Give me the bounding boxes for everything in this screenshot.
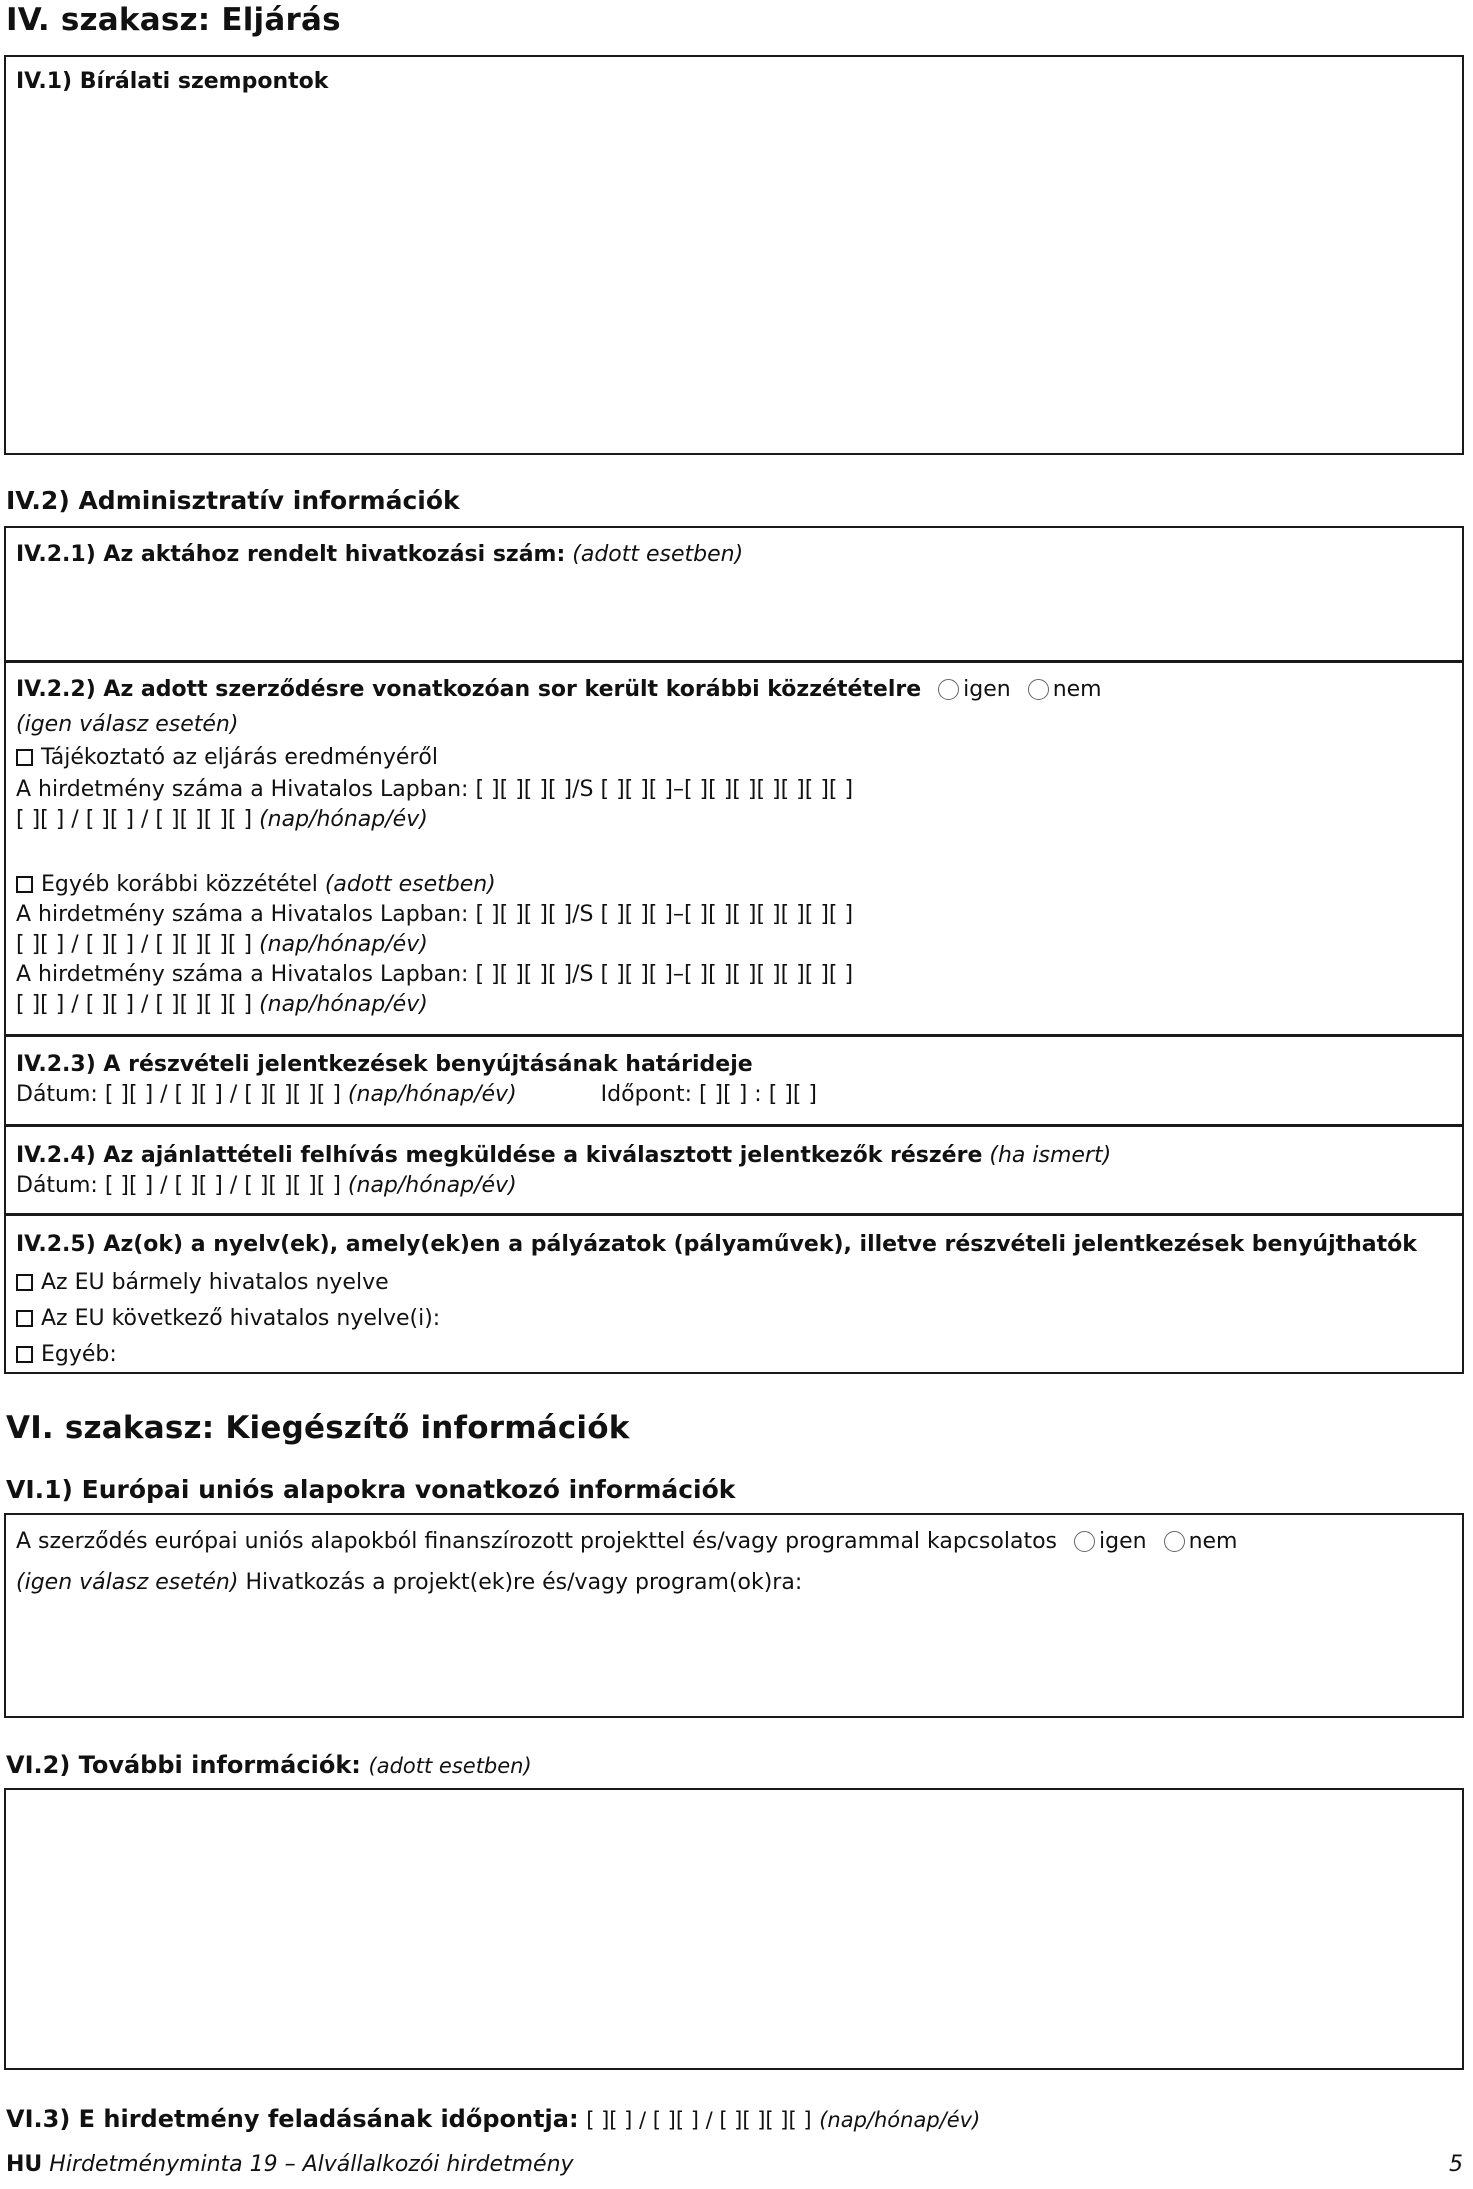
iv23-label: IV.2.3) A részvételi jelentkezések benyújtásának határideje [16, 1052, 753, 1077]
footer-lang-code: HU [6, 2152, 43, 2177]
divider [4, 660, 1464, 663]
iv22-date-row-2 [16, 930, 428, 960]
iv25-checkbox-other[interactable] [16, 1346, 33, 1363]
iv1-label: IV.1) Bírálati szempontok [16, 69, 329, 94]
iv24-row [16, 1141, 1111, 1171]
notice-number-field[interactable]: [ ][ ][ ][ ]/S [ ][ ][ ]–[ ][ ][ ][ ][ ][ ][ ] [475, 962, 854, 987]
time-field[interactable]: [ ][ ] : [ ][ ] [698, 1082, 818, 1107]
iv25-option-row [16, 1304, 440, 1334]
date-hint: (nap/hónap/év) [259, 932, 428, 957]
iv25-option-label: Az EU következő hivatalos nyelve(i): [41, 1306, 441, 1331]
iv25-label: IV.2.5) Az(ok) a nyelv(ek), amely(ek)en a pályázatok (pályaművek), illetve részvételi jelentkezések benyújthatók [16, 1232, 1417, 1257]
date-field[interactable]: [ ][ ] / [ ][ ] / [ ][ ][ ][ ] [104, 1173, 341, 1198]
vi2-heading-row [6, 1750, 532, 1781]
iv24-date-row [16, 1171, 517, 1201]
notice-label: A hirdetmény száma a Hivatalos Lapban: [16, 962, 469, 987]
iv22-checkbox-other[interactable] [16, 876, 33, 893]
iv22-notice-row-1 [16, 775, 853, 805]
date-hint: (nap/hónap/év) [259, 807, 428, 832]
iv1-box[interactable] [4, 55, 1464, 455]
vi1-reference-label: Hivatkozás a projekt(ek)re és/vagy program(ok)ra: [245, 1570, 803, 1595]
vi1-if-yes: (igen válasz esetén) [16, 1570, 239, 1595]
iv2-heading: IV.2) Adminisztratív információk [6, 486, 460, 515]
date-field[interactable]: [ ][ ] / [ ][ ] / [ ][ ][ ][ ] [16, 807, 253, 832]
vi1-reference-row [16, 1568, 802, 1598]
vi1-question: A szerződés európai uniós alapokból finanszírozott projekttel és/vagy programmal kapcsolatos [16, 1529, 1057, 1554]
divider [4, 1034, 1464, 1037]
iv22-radio-no[interactable] [1028, 679, 1049, 700]
iv22-checkbox-info-label: Tájékoztató az eljárás eredményéről [41, 745, 438, 770]
date-hint: (nap/hónap/év) [259, 992, 428, 1017]
divider [4, 1213, 1464, 1216]
vi1-radio-no-label: nem [1188, 1529, 1238, 1554]
iv22-radio-yes[interactable] [938, 679, 959, 700]
iv22-radio-no-label: nem [1052, 677, 1102, 702]
iv21-row [16, 540, 743, 570]
iv25-option-label: Egyéb: [41, 1342, 117, 1367]
date-hint: (nap/hónap/év) [347, 1082, 517, 1107]
notice-number-field[interactable]: [ ][ ][ ][ ]/S [ ][ ][ ]–[ ][ ][ ][ ][ ][ ][ ] [475, 777, 854, 802]
notice-label: A hirdetmény száma a Hivatalos Lapban: [16, 777, 469, 802]
iv25-checkbox-any-eu[interactable] [16, 1274, 33, 1291]
notice-label: A hirdetmény száma a Hivatalos Lapban: [16, 902, 469, 927]
vi2-input-box[interactable] [4, 1788, 1464, 2070]
date-label: Dátum: [16, 1173, 98, 1198]
section-iv-title: IV. szakasz: Eljárás [6, 2, 341, 38]
divider [4, 1124, 1464, 1127]
notice-number-field[interactable]: [ ][ ][ ][ ]/S [ ][ ][ ]–[ ][ ][ ][ ][ ][ ][ ] [475, 902, 854, 927]
iv22-label: IV.2.2) Az adott szerződésre vonatkozóan sor került korábbi közzétételre [16, 677, 922, 702]
date-field[interactable]: [ ][ ] / [ ][ ] / [ ][ ][ ][ ] [586, 2108, 812, 2132]
iv25-checkbox-following-eu[interactable] [16, 1310, 33, 1327]
iv22-checkbox-info-row [16, 743, 438, 773]
iv25-option-row [16, 1268, 389, 1298]
vi3-heading: VI.3) E hirdetmény feladásának időpontja: [6, 2105, 579, 2133]
date-field[interactable]: [ ][ ] / [ ][ ] / [ ][ ][ ][ ] [104, 1082, 341, 1107]
date-field[interactable]: [ ][ ] / [ ][ ] / [ ][ ][ ][ ] [16, 932, 253, 957]
footer [6, 2150, 574, 2180]
iv22-radio-yes-label: igen [963, 677, 1011, 702]
section-vi-title: VI. szakasz: Kiegészítő információk [6, 1410, 630, 1446]
vi1-heading: VI.1) Európai uniós alapokra vonatkozó információk [6, 1475, 736, 1504]
iv22-date-row-1 [16, 805, 428, 835]
vi3-row [6, 2104, 980, 2135]
iv22-notice-row-2 [16, 900, 853, 930]
iv21-note: (adott esetben) [572, 542, 744, 567]
footer-form-name: Hirdetményminta 19 – Alvállalkozói hirdetmény [49, 2152, 574, 2177]
date-label: Dátum: [16, 1082, 98, 1107]
date-field[interactable]: [ ][ ] / [ ][ ] / [ ][ ][ ][ ] [16, 992, 253, 1017]
vi1-reference-input[interactable] [12, 1605, 1452, 1710]
iv25-option-label: Az EU bármely hivatalos nyelve [41, 1270, 389, 1295]
iv22-other-note: (adott esetben) [324, 872, 496, 897]
time-label: Időpont: [600, 1082, 692, 1107]
date-hint: (nap/hónap/év) [819, 2108, 981, 2132]
iv22-date-row-3 [16, 990, 428, 1020]
iv24-note: (ha ismert) [989, 1143, 1112, 1168]
iv23-date-row [16, 1080, 817, 1110]
vi1-radio-no[interactable] [1164, 1531, 1185, 1552]
iv22-checkbox-info[interactable] [16, 749, 33, 766]
iv24-label: IV.2.4) Az ajánlattételi felhívás megküldése a kiválasztott jelentkezők részére [16, 1143, 983, 1168]
page-number: 5 [1449, 2152, 1463, 2177]
vi2-heading: VI.2) További információk: [6, 1751, 361, 1779]
iv22-checkbox-other-label: Egyéb korábbi közzététel [41, 872, 318, 897]
iv22-row [16, 675, 1102, 705]
vi2-note: (adott esetben) [368, 1754, 532, 1778]
iv22-checkbox-other-row [16, 870, 496, 900]
iv25-option-row [16, 1340, 117, 1370]
iv21-input-area[interactable] [12, 580, 1452, 656]
vi1-question-row [16, 1527, 1237, 1557]
iv22-notice-row-3 [16, 960, 853, 990]
iv22-if-yes: (igen válasz esetén) [16, 712, 239, 737]
iv21-label: IV.2.1) Az aktához rendelt hivatkozási szám: [16, 542, 566, 567]
vi1-radio-yes-label: igen [1099, 1529, 1147, 1554]
date-hint: (nap/hónap/év) [347, 1173, 517, 1198]
vi1-radio-yes[interactable] [1074, 1531, 1095, 1552]
